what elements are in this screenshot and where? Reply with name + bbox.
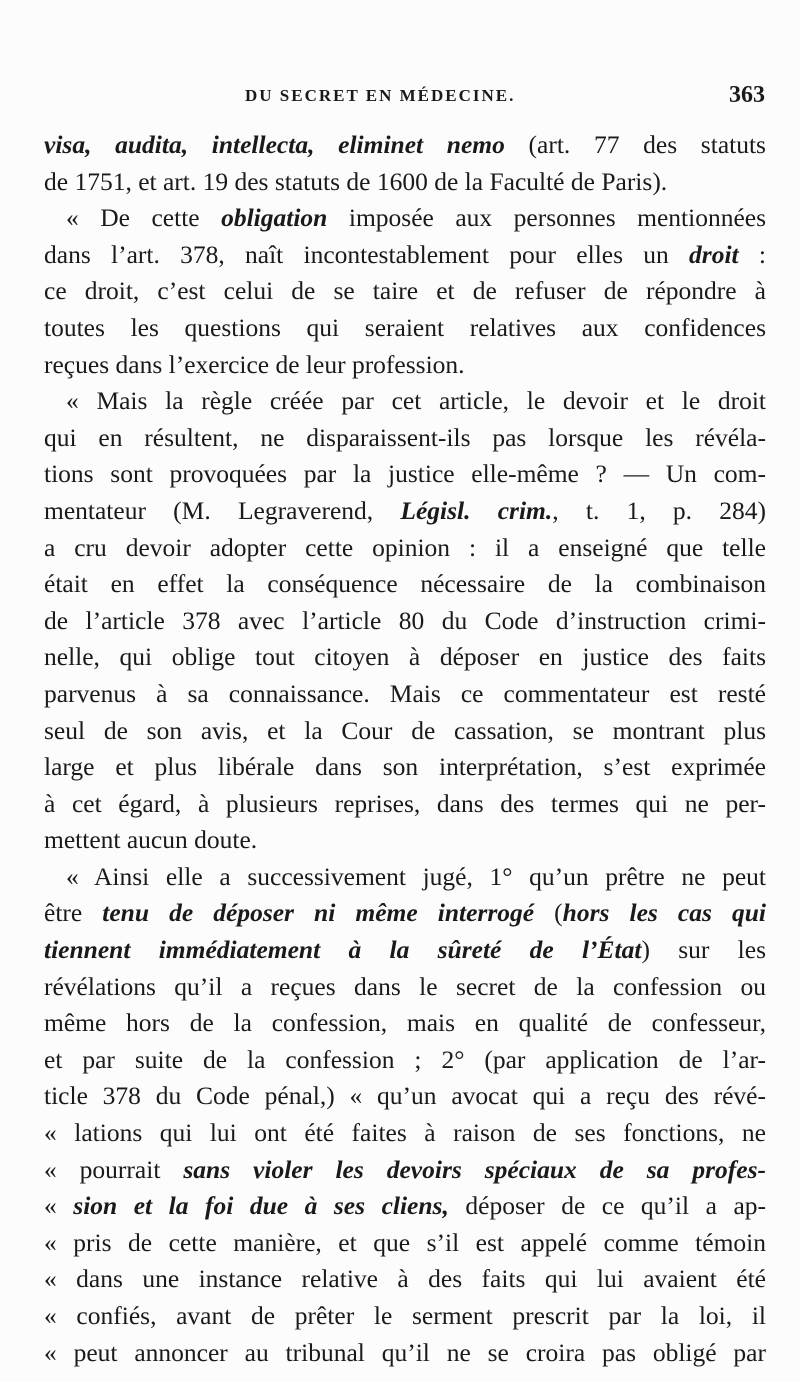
text-line [44,420,766,457]
text-segment: « De cette [66,203,222,233]
text-line [44,1005,766,1042]
text-line [44,273,766,310]
text-segment: révélations qu’il a reçues dans le secret de la confession ou [44,971,766,1001]
text-segment: mentateur (M. Legraverend, [44,495,401,525]
text-segment: large et plus libérale dans son interprétation, s’est exprimée [44,752,766,782]
italic-text: droit [689,239,739,269]
text-line [44,1042,766,1079]
text-line [44,383,766,420]
text-segment: toutes les questions qui seraient relatives aux confidences [44,312,766,342]
text-segment: ) sur les [641,935,766,965]
text-segment: était en effet la conséquence nécessaire de la combinaison [44,569,766,599]
running-title: DU SECRET EN MÉDECINE. [245,86,516,105]
text-line [44,676,766,713]
text-segment: imposée aux personnes mentionnées [327,203,766,233]
text-line [44,969,766,1006]
text-line [44,639,766,676]
text-segment: et par suite de la confession ; 2° (par application de l’ar- [44,1044,766,1074]
text-line [44,895,766,932]
text-segment: « confiés, avant de prêter le serment prescrit par la loi, il [44,1301,766,1330]
italic-text: sion et la foi due à ses cliens, [73,1191,449,1221]
text-segment: « pourrait [44,1154,184,1184]
text-segment: nelle, qui oblige tout citoyen à déposer en justice des faits [44,642,766,672]
text-segment: a cru devoir adopter cette opinion : il a enseigné que telle [44,532,766,562]
text-line [44,1335,766,1372]
italic-text: obligation [221,203,328,233]
text-line [44,164,766,201]
text-line [44,127,766,164]
text-line [44,1078,766,1115]
text-segment: , t. 1, p. 284) [552,495,766,525]
text-line [44,1261,766,1298]
italic-text: hors les cas qui [562,898,766,928]
text-segment: mettent aucun doute. [44,825,258,855]
text-segment: « Ainsi elle a successivement jugé, 1° qu’un prêtre ne peut [66,861,766,891]
text-segment: ticle 378 du Code pénal,) « qu’un avocat qui a reçu des révé- [44,1081,766,1111]
text-line [44,237,766,274]
text-segment: être [44,898,103,928]
text-segment: tions sont provoquées par la justice elle-même ? — Un com- [44,459,766,489]
text-segment: à cet égard, à plusieurs reprises, dans des termes qui ne per- [44,788,766,818]
italic-text: Législ. crim. [400,495,553,525]
text-segment: « pris de cette manière, et que s’il est appelé comme témoin [44,1227,766,1257]
text-segment: ce droit, c’est celui de se taire et de refuser de répondre à [44,276,766,306]
text-line [44,822,766,859]
text-line [44,1298,766,1335]
text-segment: « lations qui lui ont été faites à raison de ses fonctions, ne [44,1118,766,1148]
text-line [44,859,766,896]
text-segment: de 1751, et art. 19 des statuts de 1600 de la Faculté de Paris). [44,166,668,196]
text-segment: reçues dans l’exercice de leur profession. [44,349,465,379]
text-line [44,310,766,347]
text-segment: : [738,239,766,269]
text-line [44,932,766,969]
body-text [44,127,766,1371]
page-number: 363 [729,82,765,108]
text-line [44,347,766,384]
text-line [44,713,766,750]
text-line [44,603,766,640]
text-segment: parvenus à sa connaissance. Mais ce commentateur est resté [44,678,766,708]
italic-text: visa, audita, intellecta, eliminet nemo [44,130,505,159]
text-line [44,566,766,603]
text-line [44,200,766,237]
italic-text: tiennent immédiatement à la sûreté de l’État [44,935,642,965]
text-line [44,456,766,493]
text-segment: « [44,1191,74,1221]
italic-text: tenu de déposer ni même interrogé [102,898,535,928]
text-line [44,1188,766,1225]
text-line [44,530,766,567]
text-line [44,1152,766,1189]
running-head [40,82,770,114]
text-line [44,1225,766,1262]
text-segment: seul de son avis, et la Cour de cassation, se montrant plus [44,715,766,745]
text-segment: « dans une instance relative à des faits qui lui avaient été [44,1264,766,1294]
text-line [44,1115,766,1152]
italic-text: sans violer les devoirs spéciaux de sa profes- [183,1154,766,1184]
text-segment: qui en résultent, ne disparaissent-ils pas lorsque les révéla- [44,422,766,452]
text-line [44,493,766,530]
text-segment: même hors de la confession, mais en qualité de confesseur, [44,1008,766,1038]
text-segment: de l’article 378 avec l’article 80 du Code d’instruction crimi- [44,605,766,635]
text-segment: (art. 77 des statuts [504,130,766,159]
text-segment: « Mais la règle créée par cet article, le devoir et le droit [66,386,766,416]
text-segment: dans l’art. 378, naît incontestablement pour elles un [44,239,690,269]
text-segment: ( [534,898,563,928]
text-segment: « peut annoncer au tribunal qu’il ne se croira pas obligé par [44,1337,766,1367]
text-line [44,786,766,823]
text-line [44,749,766,786]
text-segment: déposer de ce qu’il a ap- [448,1191,766,1221]
